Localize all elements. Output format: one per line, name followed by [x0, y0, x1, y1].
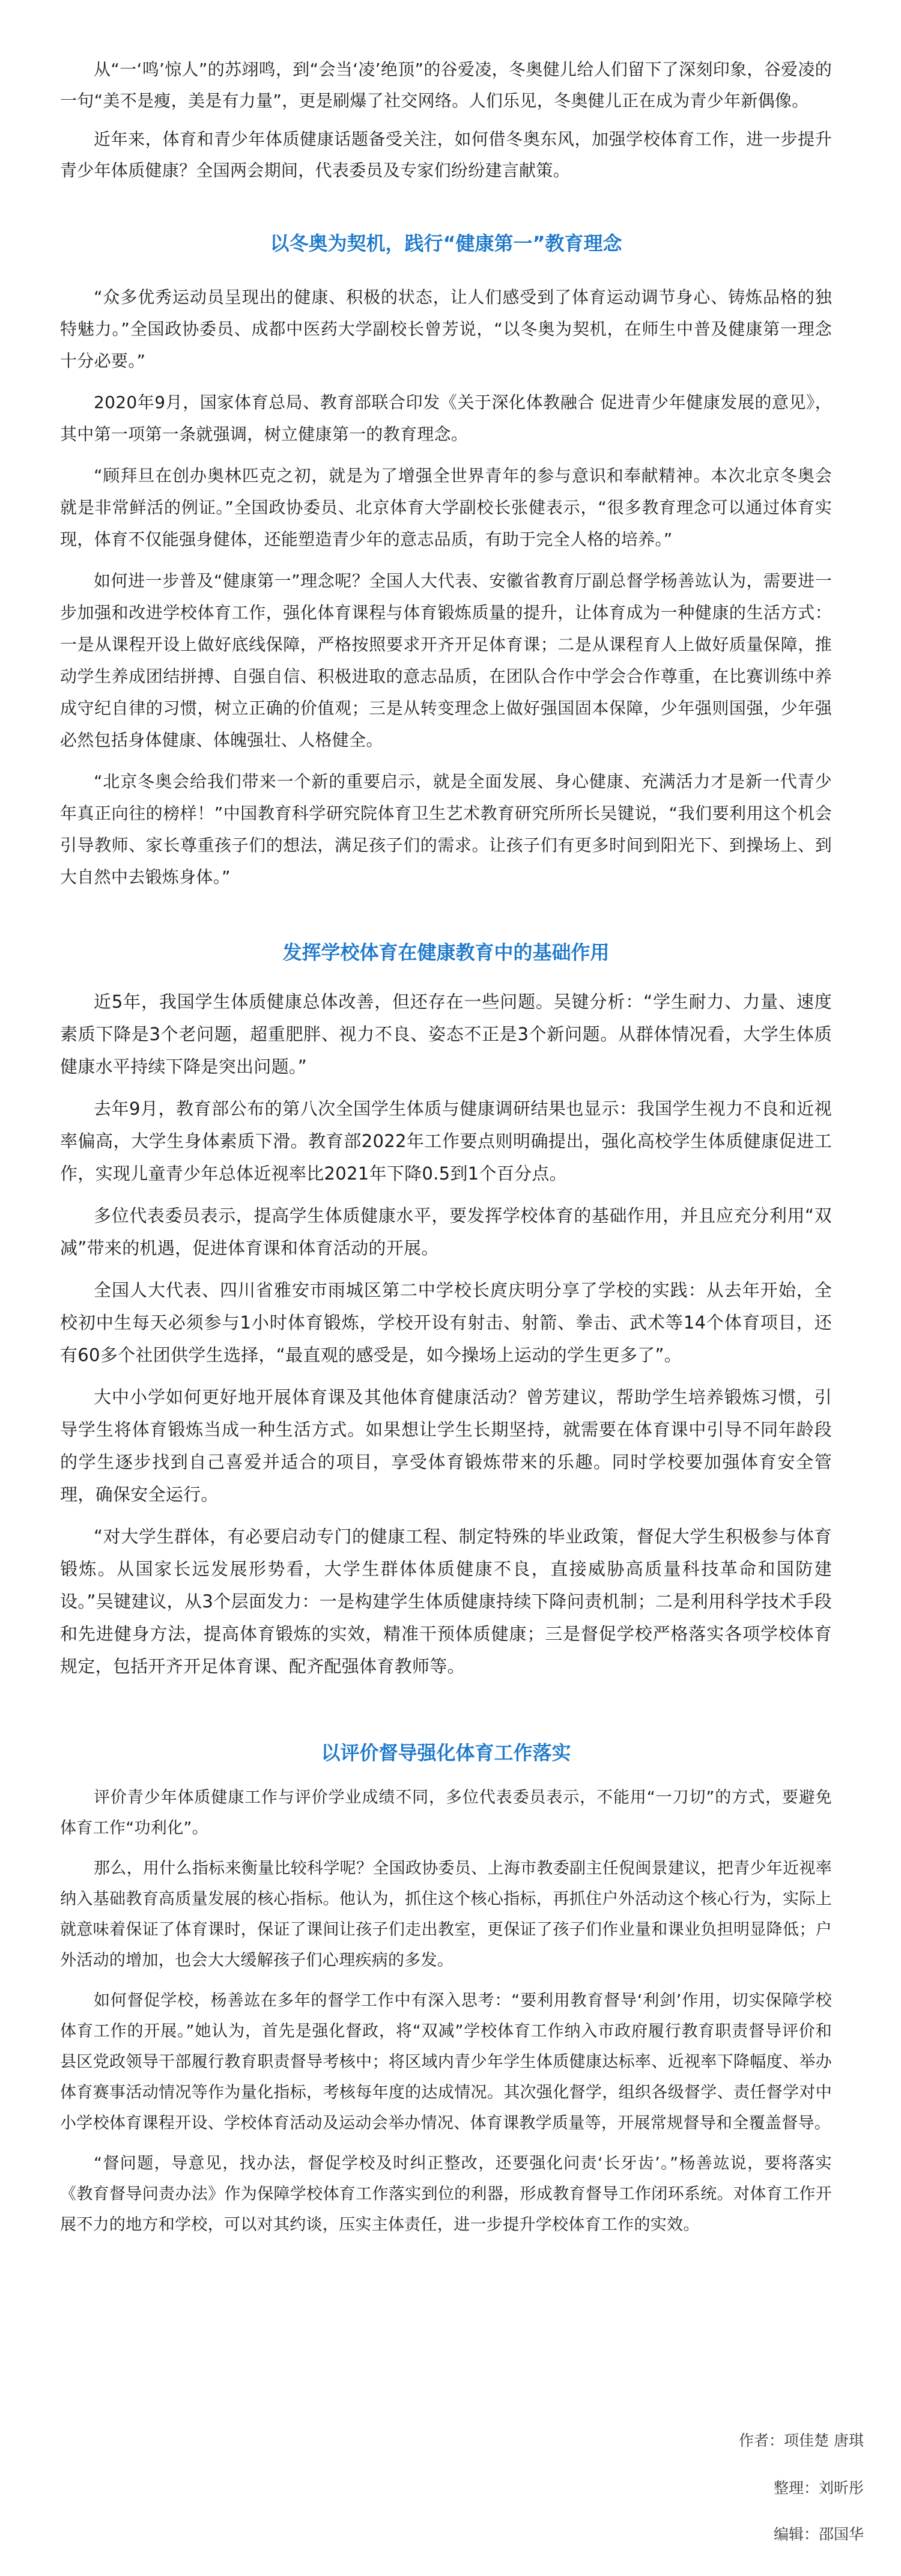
byline-organizer: 整理：刘昕彤 — [773, 2479, 864, 2497]
section-paragraph: 近5年，我国学生体质健康总体改善，但还存在一些问题。吴键分析：“学生耐力、力量、速度素质下降是3个老问题，超重肥胖、视力不良、姿态不正是3个新问题。从群体情况看，大学生体质健康水平持续下降是突出问题。” — [60, 991, 832, 1077]
intro-paragraph: 近年来，体育和青少年体质健康话题备受关注，如何借冬奥东风，加强学校体育工作，进一步提升青少年体质健康？全国两会期间，代表委员及专家们纷纷建言献策。 — [60, 129, 832, 180]
section-paragraph: “顾拜旦在创办奥林匹克之初，就是为了增强全世界青年的参与意识和奉献精神。本次北京冬奥会就是非常鲜活的例证。”全国政协委员、北京体育大学副校长张健表示，“很多教育理念可以通过体育实现，体育不仅能强身健体，还能塑造青少年的意志品质，有助于完全人格的培养。” — [60, 466, 832, 549]
section-heading: 发挥学校体育在健康教育中的基础作用 — [282, 941, 610, 964]
section-evaluation — [60, 1738, 832, 2240]
section-paragraph: 多位代表委员表示，提高学生体质健康水平，要发挥学校体育的基础作用，并且应充分利用“双减”带来的机遇，促进体育课和体育活动的开展。 — [60, 1205, 832, 1258]
section-paragraph: 大中小学如何更好地开展体育课及其他体育健康活动？曾芳建议，帮助学生培养锻炼习惯，引导学生将体育锻炼当成一种生活方式。如果想让学生长期坚持，就需要在体育课中引导不同年龄段的学生逐步找到自己喜爱并适合的项目，享受体育锻炼带来的乐趣。同时学校要加强体育安全管理，确保安全运行。 — [60, 1387, 832, 1505]
article — [60, 54, 832, 2240]
section-heading: 以冬奥为契机，践行“健康第一”教育理念 — [270, 232, 622, 255]
section-paragraph: “众多优秀运动员呈现出的健康、积极的状态，让人们感受到了体育运动调节身心、铸炼品格的独特魅力。”全国政协委员、成都中医药大学副校长曾芳说，“以冬奥为契机，在师生中普及健康第一理念十分必要。” — [60, 287, 832, 371]
section-paragraph: 去年9月，教育部公布的第八次全国学生体质与健康调研结果也显示：我国学生视力不良和近视率偏高，大学生身体素质下滑。教育部2022年工作要点则明确提出，强化高校学生体质健康促进工作，实现儿童青少年总体近视率比2021年下降0.5到1个百分点。 — [60, 1098, 832, 1184]
section-paragraph: “北京冬奥会给我们带来一个新的重要启示，就是全面发展、身心健康、充满活力才是新一代青少年真正向往的榜样！”中国教育科学研究院体育卫生艺术教育研究所所长吴键说，“我们要利用这个机会引导教师、家长尊重孩子们的想法，满足孩子们的需求。让孩子们有更多时间到阳光下、到操场上、到大自然中去锻炼身体。” — [60, 772, 832, 887]
section-health-first — [60, 228, 832, 893]
section-paragraph: 全国人大代表、四川省雅安市雨城区第二中学校长庹庆明分享了学校的实践：从去年开始，全校初中生每天必须参与1小时体育锻炼，学校开设有射击、射箭、拳击、武术等14个体育项目，还有60多个社团供学生选择，“最直观的感受是，如今操场上运动的学生更多了”。 — [60, 1280, 832, 1365]
section-heading: 以评价督导强化体育工作落实 — [321, 1741, 571, 1764]
section-paragraph: 评价青少年体质健康工作与评价学业成绩不同，多位代表委员表示，不能用“一刀切”的方式，要避免体育工作“功利化”。 — [60, 1788, 832, 1838]
byline-editor: 编辑：邵国华 — [773, 2526, 864, 2543]
section-paragraph: 如何督促学校，杨善竑在多年的督学工作中有深入思考：“要利用教育督导‘利剑’作用，切实保障学校体育工作的开展。”她认为，首先是强化督政，将“双减”学校体育工作纳入市政府履行教育职责督导评价和县区党政领导干部履行教育职责督导考核中；将区域内青少年学生体质健康达标率、近视率下降幅度、举办体育赛事活动情况等作为量化指标，考核每年度的达成情况。其次强化督学，组织各级督学、责任督学对中小学校体育课程开设、学校体育活动及运动会举办情况、体育课教学质量等，开展常规督导和全覆盖督导。 — [60, 1991, 832, 2133]
intro-paragraph: 从“一‘鸣’惊人”的苏翊鸣，到“会当‘凌’绝顶”的谷爱凌，冬奥健儿给人们留下了深刻印象，谷爱凌的一句“美不是瘦，美是有力量”，更是刷爆了社交网络。人们乐见，冬奥健儿正在成为青少年新偶像。 — [60, 59, 832, 111]
byline-author: 作者：项佳楚 唐琪 — [739, 2432, 864, 2449]
section-paragraph: “对大学生群体，有必要启动专门的健康工程、制定特殊的毕业政策，督促大学生积极参与体育锻炼。从国家长远发展形势看，大学生群体体质健康不良，直接威胁高质量科技革命和国防建设。”吴键建议，从3个层面发力：一是构建学生体质健康持续下降问责机制；二是利用科学技术手段和先进健身方法，提高体育锻炼的实效，精准干预体质健康；三是督促学校严格落实各项学校体育规定，包括开齐开足体育课、配齐配强体育教师等。 — [60, 1526, 832, 1676]
section-paragraph: 如何进一步普及“健康第一”理念呢？全国人大代表、安徽省教育厅副总督学杨善竑认为，需要进一步加强和改进学校体育工作，强化体育课程与体育锻炼质量的提升，让体育成为一种健康的生活方式：一是从课程开设上做好底线保障，严格按照要求开齐开足体育课；二是从课程育人上做好质量保障，推动学生养成团结拼搏、自强自信、积极进取的意志品质，在团队合作中学会合作尊重，在比赛训练中养成守纪自律的习惯，树立正确的价值观；三是从转变理念上做好强国固本保障，少年强则国强，少年强必然包括身体健康、体魄强壮、人格健全。 — [60, 571, 832, 750]
intro-section — [60, 54, 832, 186]
section-paragraph: 2020年9月，国家体育总局、教育部联合印发《关于深化体教融合 促进青少年健康发展的意见》，其中第一项第一条就强调，树立健康第一的教育理念。 — [60, 392, 832, 444]
section-paragraph: “督问题，导意见，找办法，督促学校及时纠正整改，还要强化问责‘长牙齿’。”杨善竑说，要将落实《教育督导问责办法》作为保障学校体育工作落实到位的利器，形成教育督导工作闭环系统。对体育工作开展不力的地方和学校，可以对其约谈，压实主体责任，进一步提升学校体育工作的实效。 — [60, 2154, 832, 2234]
section-paragraph: 那么，用什么指标来衡量比较科学呢？全国政协委员、上海市教委副主任倪闽景建议，把青少年近视率纳入基础教育高质量发展的核心指标。他认为，抓住这个核心指标，再抓住户外活动这个核心行为，实际上就意味着保证了体育课时，保证了课间让孩子们走出教室，更保证了孩子们作业量和课业负担明显降低；户外活动的增加，也会大大缓解孩子们心理疾病的多发。 — [60, 1859, 832, 1970]
section-school-sports — [60, 937, 832, 1682]
